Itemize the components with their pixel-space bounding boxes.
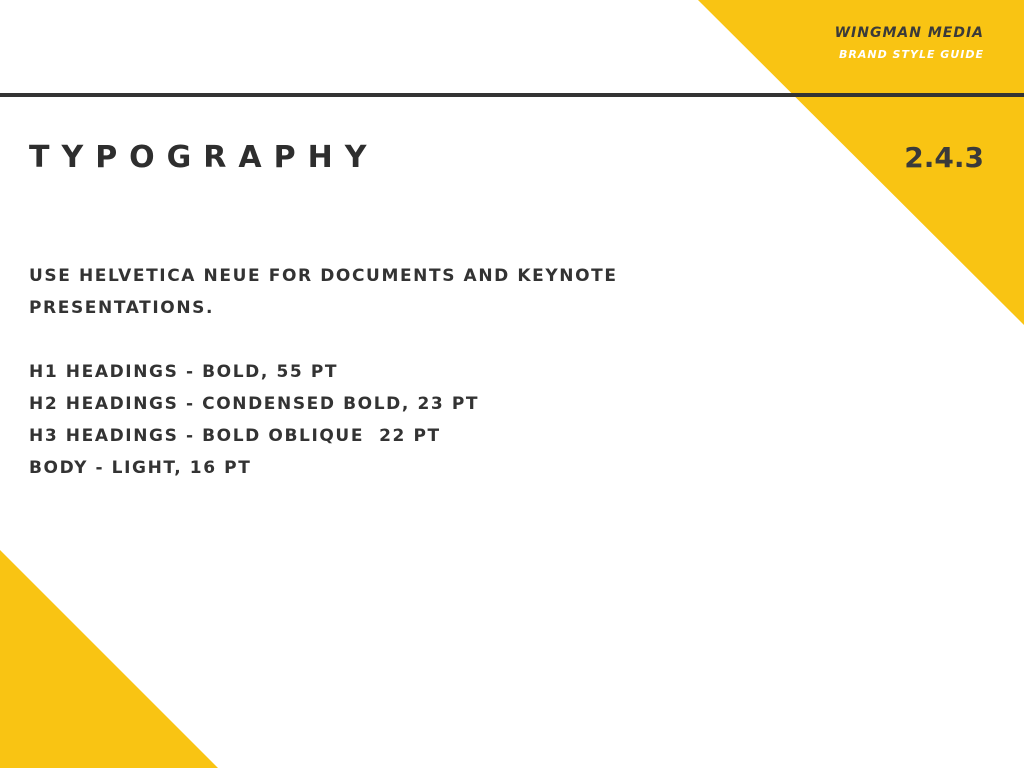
intro-text: USE HELVETICA NEUE FOR DOCUMENTS AND KEYNOTE PRESENTATIONS.: [29, 266, 618, 318]
spec-h2: H2 HEADINGS - CONDENSED BOLD, 23 PT: [29, 394, 480, 414]
brand-name: WINGMAN MEDIA: [834, 25, 984, 41]
spec-body: BODY - LIGHT, 16 PT: [29, 458, 252, 478]
spec-h1: H1 HEADINGS - BOLD, 55 PT: [29, 362, 339, 382]
brand-subtitle: BRAND STYLE GUIDE: [839, 48, 984, 61]
header-divider: [0, 93, 1024, 97]
page-title: TYPOGRAPHY: [29, 140, 379, 175]
spec-h3: H3 HEADINGS - BOLD OBLIQUE 22 PT: [29, 426, 441, 446]
section-number: 2.4.3: [904, 141, 984, 174]
brand-block: [835, 24, 984, 62]
typography-spec-list: [29, 356, 479, 484]
bottom-left-triangle: [0, 550, 218, 768]
